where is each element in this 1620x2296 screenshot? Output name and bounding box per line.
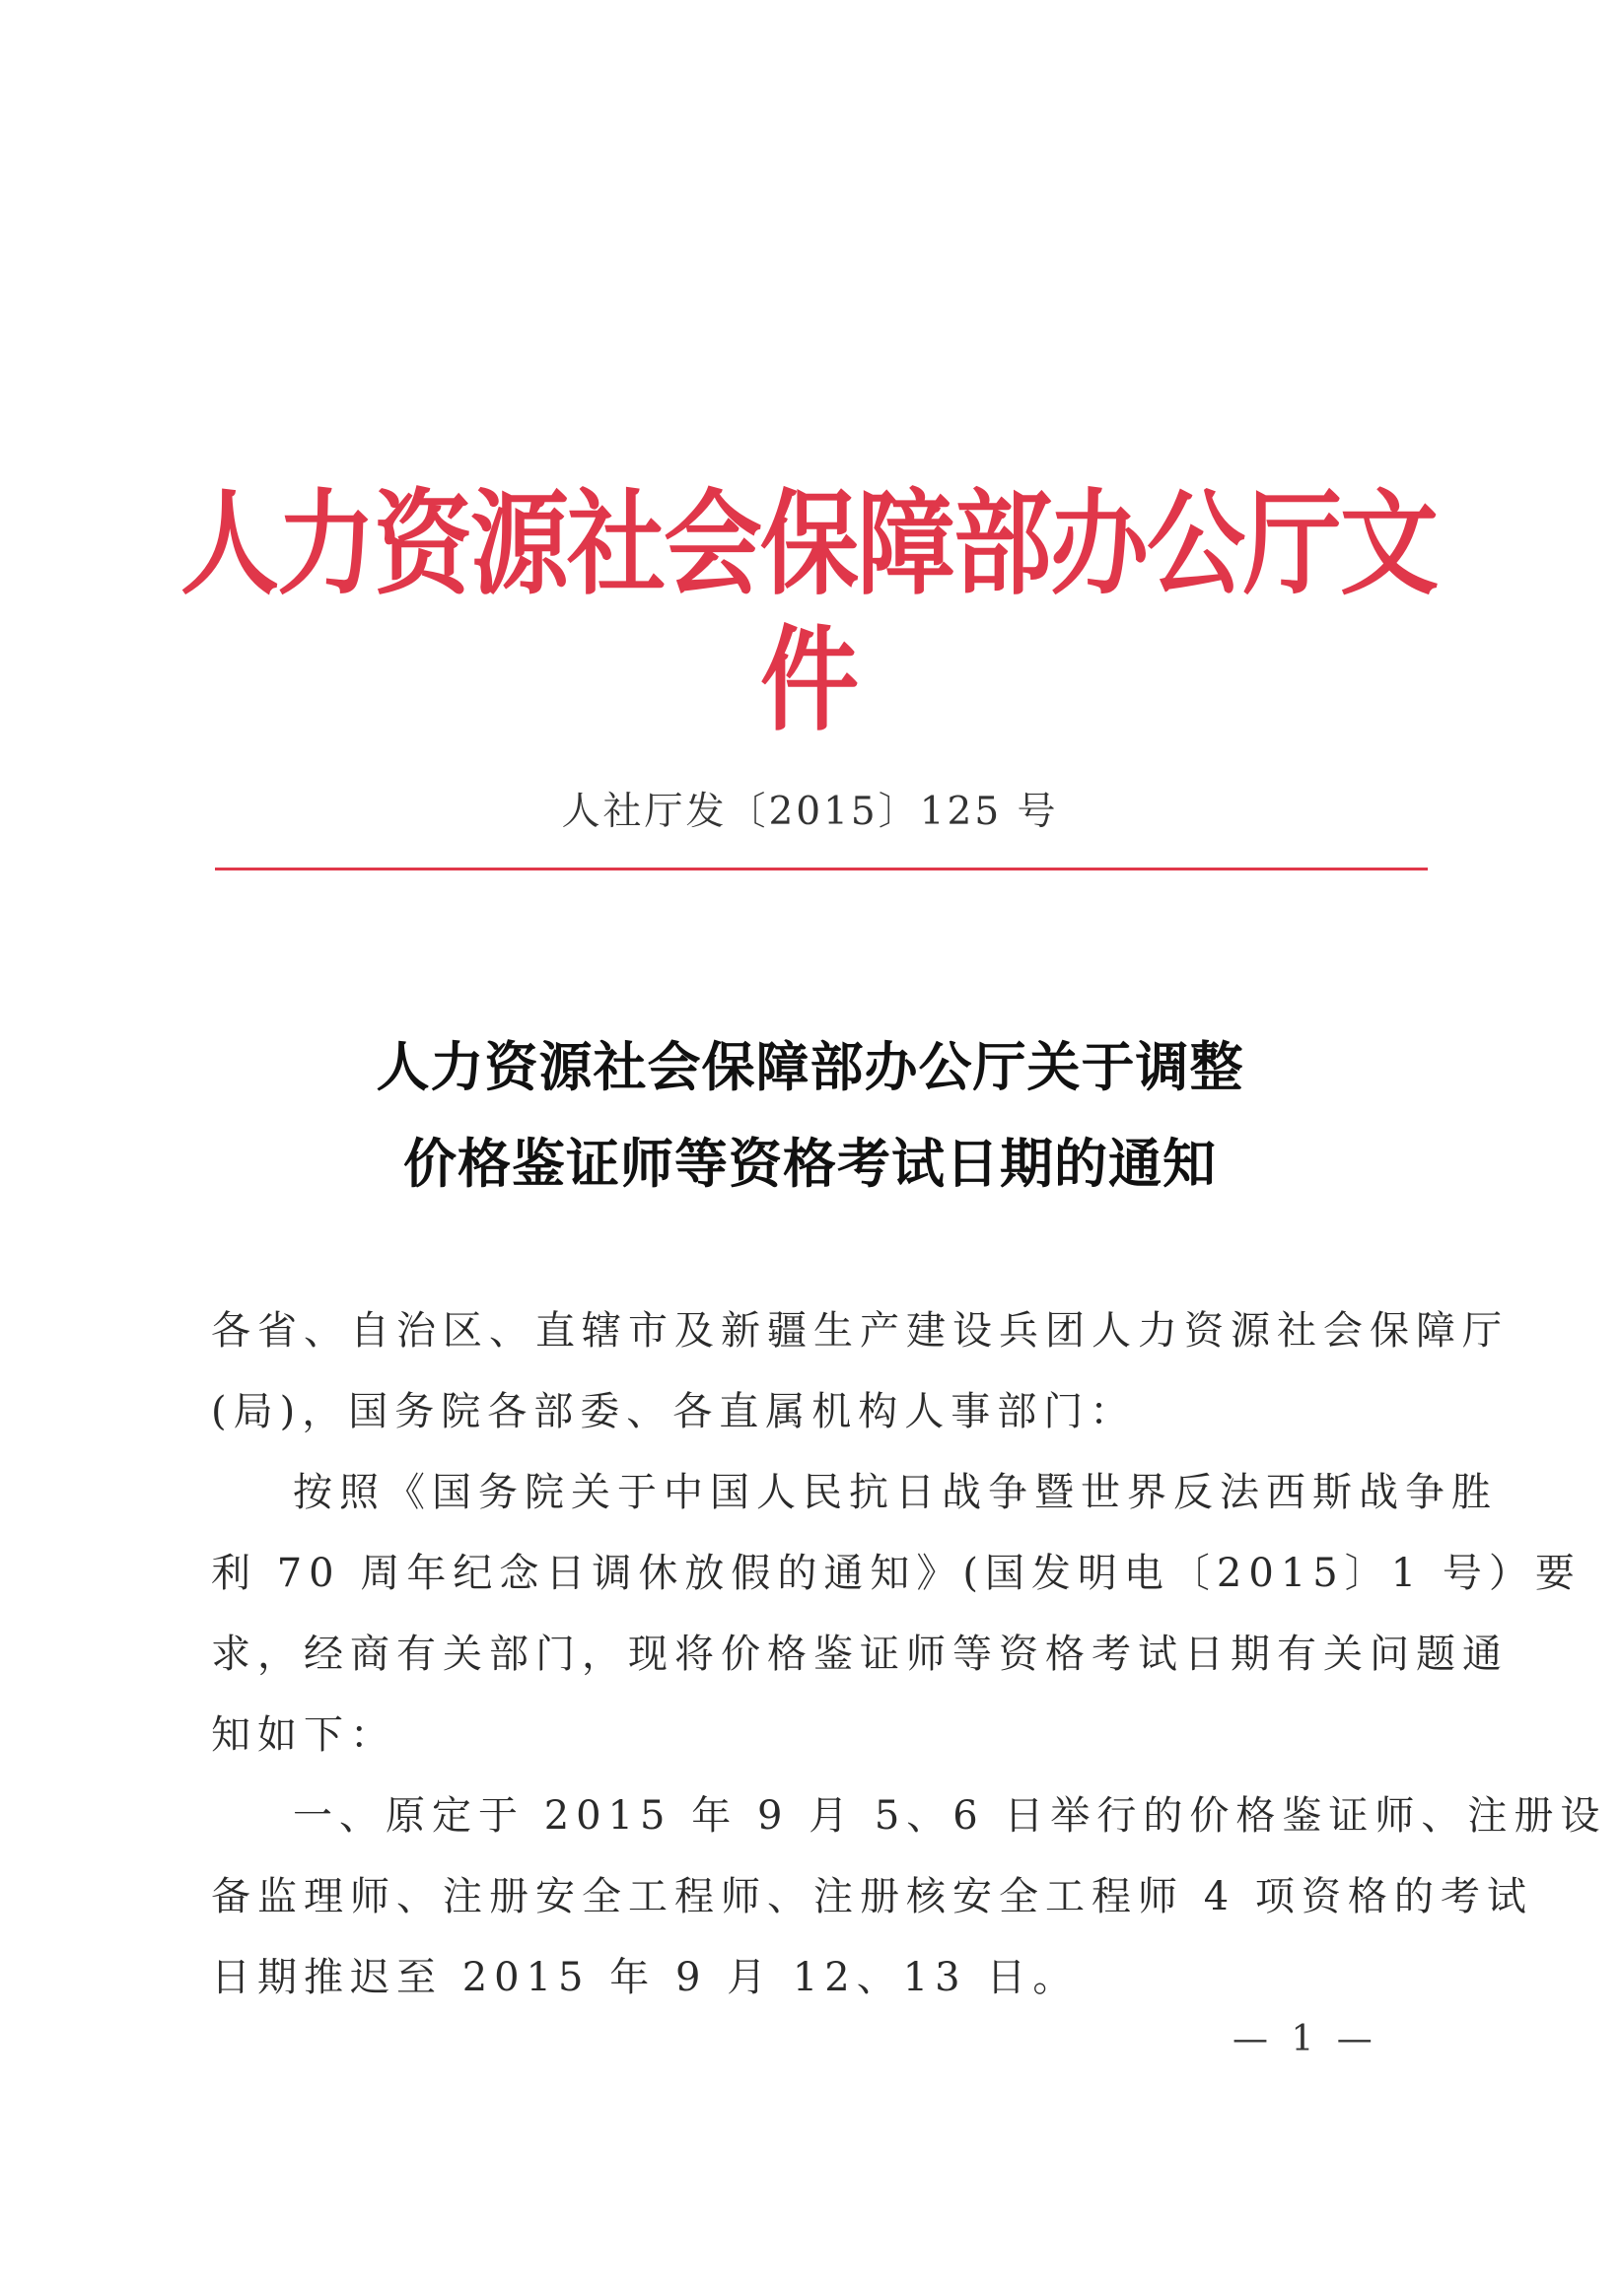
body-line: 日期推迟至 2015 年 9 月 12、13 日。 (211, 1955, 1080, 2000)
body-line: 一、原定于 2015 年 9 月 5、6 日举行的价格鉴证师、注册设 (293, 1793, 1607, 1839)
document-number: 人社厅发〔2015〕125 号 (561, 790, 1059, 834)
body-line: 利 70 周年纪念日调休放假的通知》(国发明电〔2015〕1 号）要 (211, 1551, 1582, 1596)
red-divider-line (215, 868, 1428, 870)
body-line: 求，经商有关部门，现将价格鉴证师等资格考试日期有关问题通 (211, 1632, 1509, 1677)
body-line: 备监理师、注册安全工程师、注册核安全工程师 4 项资格的考试 (211, 1874, 1533, 1919)
notice-title-line-2: 价格鉴证师等资格考试日期的通知 (403, 1133, 1217, 1195)
issuer-title: 人力资源社会保障部办公厅文件 (180, 476, 1437, 746)
body-line: 按照《国务院关于中国人民抗日战争暨世界反法西斯战争胜 (293, 1470, 1498, 1515)
notice-title-line-1: 人力资源社会保障部办公厅关于调整 (376, 1036, 1244, 1098)
body-line: 知如下： (211, 1712, 396, 1758)
body-line: (局)，国务院各部委、各直属机构人事部门： (211, 1389, 1137, 1434)
body-line: 各省、自治区、直辖市及新疆生产建设兵团人力资源社会保障厅 (211, 1308, 1509, 1354)
page-number: — 1 — (1233, 2019, 1378, 2059)
